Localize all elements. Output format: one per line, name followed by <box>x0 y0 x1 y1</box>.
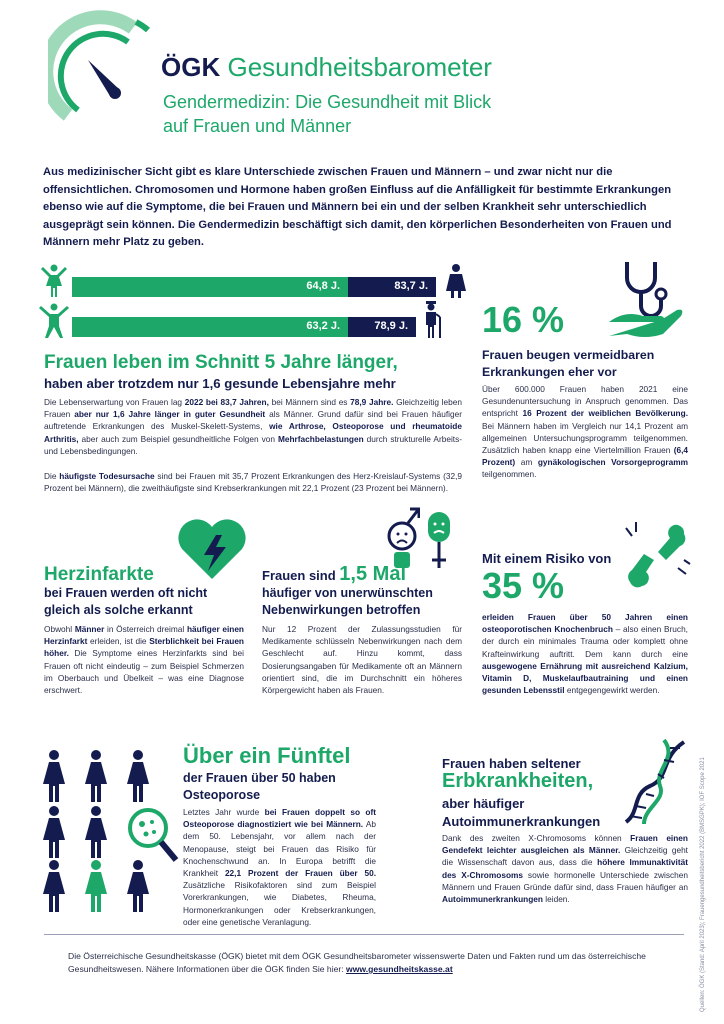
brand: ÖGK <box>161 52 221 82</box>
woman-figure-icon <box>85 750 107 802</box>
side-effects-sub: häufiger von unerwünschten Nebenwirkungen betroffen <box>262 586 433 617</box>
osteoporosis-sub: der Frauen über 50 haben Osteoporose <box>183 771 336 802</box>
osteoporosis-text: Letztes Jahr wurde bei Frauen doppelt so oft Osteoporose diagnostiziert wie bei Männern. Ab dem 50. Lebensjahr, vor allem nach der Menopause, steigt bei Frauen das Risiko für Knochenschwund an. In Europa betrifft die Krankheit 22,1 Prozent der Frauen über 50. Zusätzliche Risikofaktoren sind zum Beispiel Vorerkrankungen, wie Diabetes, Rheuma, Hormonerkrankungen oder Krebserkrankungen, oder eine genetische Veranlagung. <box>183 807 377 927</box>
woman-pill-icon <box>424 512 454 576</box>
footer-text: Die Österreichische Gesundheitskasse (ÖGK) bietet mit dem ÖGK Gesundheitsbarometer wissenswerte Daten und Fakten rund um das österreichische Gesundheitswesen. Nähere Informationen über die ÖGK finden Sie hier: www.gesundheitskasse.at <box>68 951 646 974</box>
woman-figure-icon <box>85 806 107 858</box>
woman-figure-icon <box>127 860 149 912</box>
genetics-sub: aber häufiger Autoimmunerkrankungen <box>442 796 601 829</box>
heart-sub: bei Frauen werden oft nicht gleich als solche erkannt <box>44 586 208 617</box>
woman-figure-icon <box>43 806 65 858</box>
genetics-text: Dank des zweiten X-Chromosoms können Frauen einen Gendefekt leichter ausgleichen als Männer. Gleichzeitig geht die Wissenschaft davon aus, dass die höhere Immunaktivität des X-Chromosoms sowie hormonelle Unterschiede zwischen Männern und Frauen Gründe dafür sind, dass Frauen häufiger an Autoimmunerkrankungen leiden. <box>442 833 688 905</box>
broken-bone-icon <box>622 520 692 600</box>
woman-figure-icon <box>127 750 149 802</box>
prevention-big-number: 16 % <box>482 299 565 340</box>
stethoscope-hand-icon <box>605 258 689 342</box>
man-icon <box>39 303 69 339</box>
gauge-icon <box>48 10 158 130</box>
page-subtitle <box>163 90 491 138</box>
genetics-big: Erbkrankheiten, <box>442 770 594 792</box>
elderly-man-icon <box>421 301 445 339</box>
life-headline: Frauen leben im Schnitt 5 Jahre länger, <box>44 352 398 373</box>
bar-label: 64,8 J. <box>306 280 340 292</box>
bar-label: 78,9 J. <box>374 320 408 332</box>
fracture-pre: Mit einem Risiko von <box>482 551 612 566</box>
life-subheadline: haben aber trotzdem nur 1,6 gesunde Lebensjahre mehr <box>44 376 396 391</box>
heart-headline: Herzinfarkte <box>44 564 154 585</box>
woman-figure-icon <box>85 860 107 912</box>
genetics-pre: Frauen haben seltener <box>442 756 581 771</box>
elderly-woman-icon <box>444 263 468 299</box>
subtitle-line: auf Frauen und Männer <box>163 116 352 136</box>
woman-figure-icon <box>43 750 65 802</box>
bar-label: 83,7 J. <box>394 280 428 292</box>
dna-icon <box>620 738 690 826</box>
woman-figure-icon <box>43 860 65 912</box>
bar-total-women <box>348 277 436 297</box>
prevention-text: Über 600.000 Frauen haben 2021 eine Gesundenuntersuchung in Anspruch genommen. Das entspricht 16 Prozent der weiblichen Bevölkerung. Bei Männern haben im Vergleich nur 14,1 Prozent am allgemeinen Untersuchungsprogramm teilgenommen. Zusätzlich haben knapp eine Viertelmillion Frauen (6,4 Prozent) am gynäkologischen Vorsorgeprogramm teilgenommen. <box>482 384 689 480</box>
bar-label: 63,2 J. <box>306 320 340 332</box>
heart-text: Obwohl Männer in Österreich dreimal häufiger einen Herzinfarkt erleiden, ist die Sterblichkeit bei Frauen höher. Die Symptome eines Herzinfarkts sind bei Frauen oft nicht eindeutig – zum Beispiel Schmerzen im Oberbauch und Übelkeit – was eine Diagnose erschwert. <box>44 624 245 696</box>
title-text: Gesundheitsbarometer <box>227 52 492 82</box>
woman-icon <box>40 264 68 298</box>
fracture-big-number: 35 % <box>482 565 565 606</box>
subtitle-line: Gendermedizin: Die Gesundheit mit Blick <box>163 92 492 112</box>
bar-healthy-women <box>72 277 348 297</box>
bar-healthy-men <box>72 317 348 337</box>
osteoporosis-headline: Über ein Fünftel <box>183 743 351 768</box>
bone-magnifier-icon <box>130 810 176 860</box>
fracture-text: erleiden Frauen über 50 Jahren einen osteoporotischen Knochenbruch – also einen Bruch, der durch ein minimales Trauma oder komplett ohne Krafteinwirkung auftritt. Dem kann durch eine ausgewogene Ernährung mit ausreichend Kalzium, Vitamin D, Muskelaufbautraining und einen gesunden Lebensstil entgegengewirkt werden. <box>482 612 688 696</box>
prevention-headline: Frauen beugen vermeidbaren Erkrankungen eher vor <box>482 348 655 379</box>
sad-man-icon <box>386 506 420 570</box>
side-effects-text: Nur 12 Prozent der Zulassungsstudien für Medikamente schlüsseln Nebenwirkungen nach dem Geschlecht auf. Hinzu kommt, dass Dosierungsangaben für Medikamente oft an Männern orientiert sind, die im Durchschnitt ein höheres Körpergewicht haben als Frauen. <box>262 624 462 696</box>
women-grid <box>42 750 180 914</box>
footer-divider <box>44 934 684 935</box>
life-paragraph-1: Die Lebenserwartung von Frauen lag 2022 bei 83,7 Jahren, bei Männern sind es 78,9 Jahre. Gleichzeitig leben Frauen aber nur 1,6 Jahre länger in guter Gesundheit als Männer. Grund dafür sind bei Frauen häufiger auftretende Erkrankungen des Muskel-Skelett-Systems, wie Arthrose, Osteoporose und rheumatoide Arthritis, aber auch zum Beispiel gesundheitliche Folgen von Mehrfachbelastungen durch strukturelle Arbeits- und Lebensbedingungen. <box>44 397 463 456</box>
heart-icon <box>176 517 248 581</box>
bar-total-men <box>348 317 416 337</box>
intro-text: Aus medizinischer Sicht gibt es klare Unterschiede zwischen Frauen und Männern – und zwar nicht nur die offensichtlichen. Chromosomen und Hormone haben großen Einfluss auf die Anfälligkeit für bestimmte Erkrankungen ebenso wie auf die Symptome, die bei Frauen und Männern bei ein und der selben Krankheit sehr unterschiedlich ausgeprägt sein können. Die Gendermedizin beschäftigt sich damit, den körperlichen Besonderheiten von Frauen und Männern mehr Platz zu geben. <box>43 166 672 248</box>
page-title <box>161 52 492 83</box>
life-paragraph-2: Die häufigste Todesursache sind bei Frauen mit 35,7 Prozent Erkrankungen des Herz-Kreislauf-Systems (32,9 Prozent bei Männern), die zweithäufigste sind Krebserkrankungen mit 22,1 Prozent (23 Prozent bei Männern). <box>44 471 462 494</box>
sources-text: Quellen: ÖGK (Stand: April 2023); Frauengesundheitsbericht 2022 (BMSGPK); IOF Scope 2021 <box>700 757 706 1012</box>
footer-link[interactable]: www.gesundheitskasse.at <box>346 964 453 974</box>
side-effects-headline: Frauen sind 1,5 Mal <box>262 563 406 585</box>
